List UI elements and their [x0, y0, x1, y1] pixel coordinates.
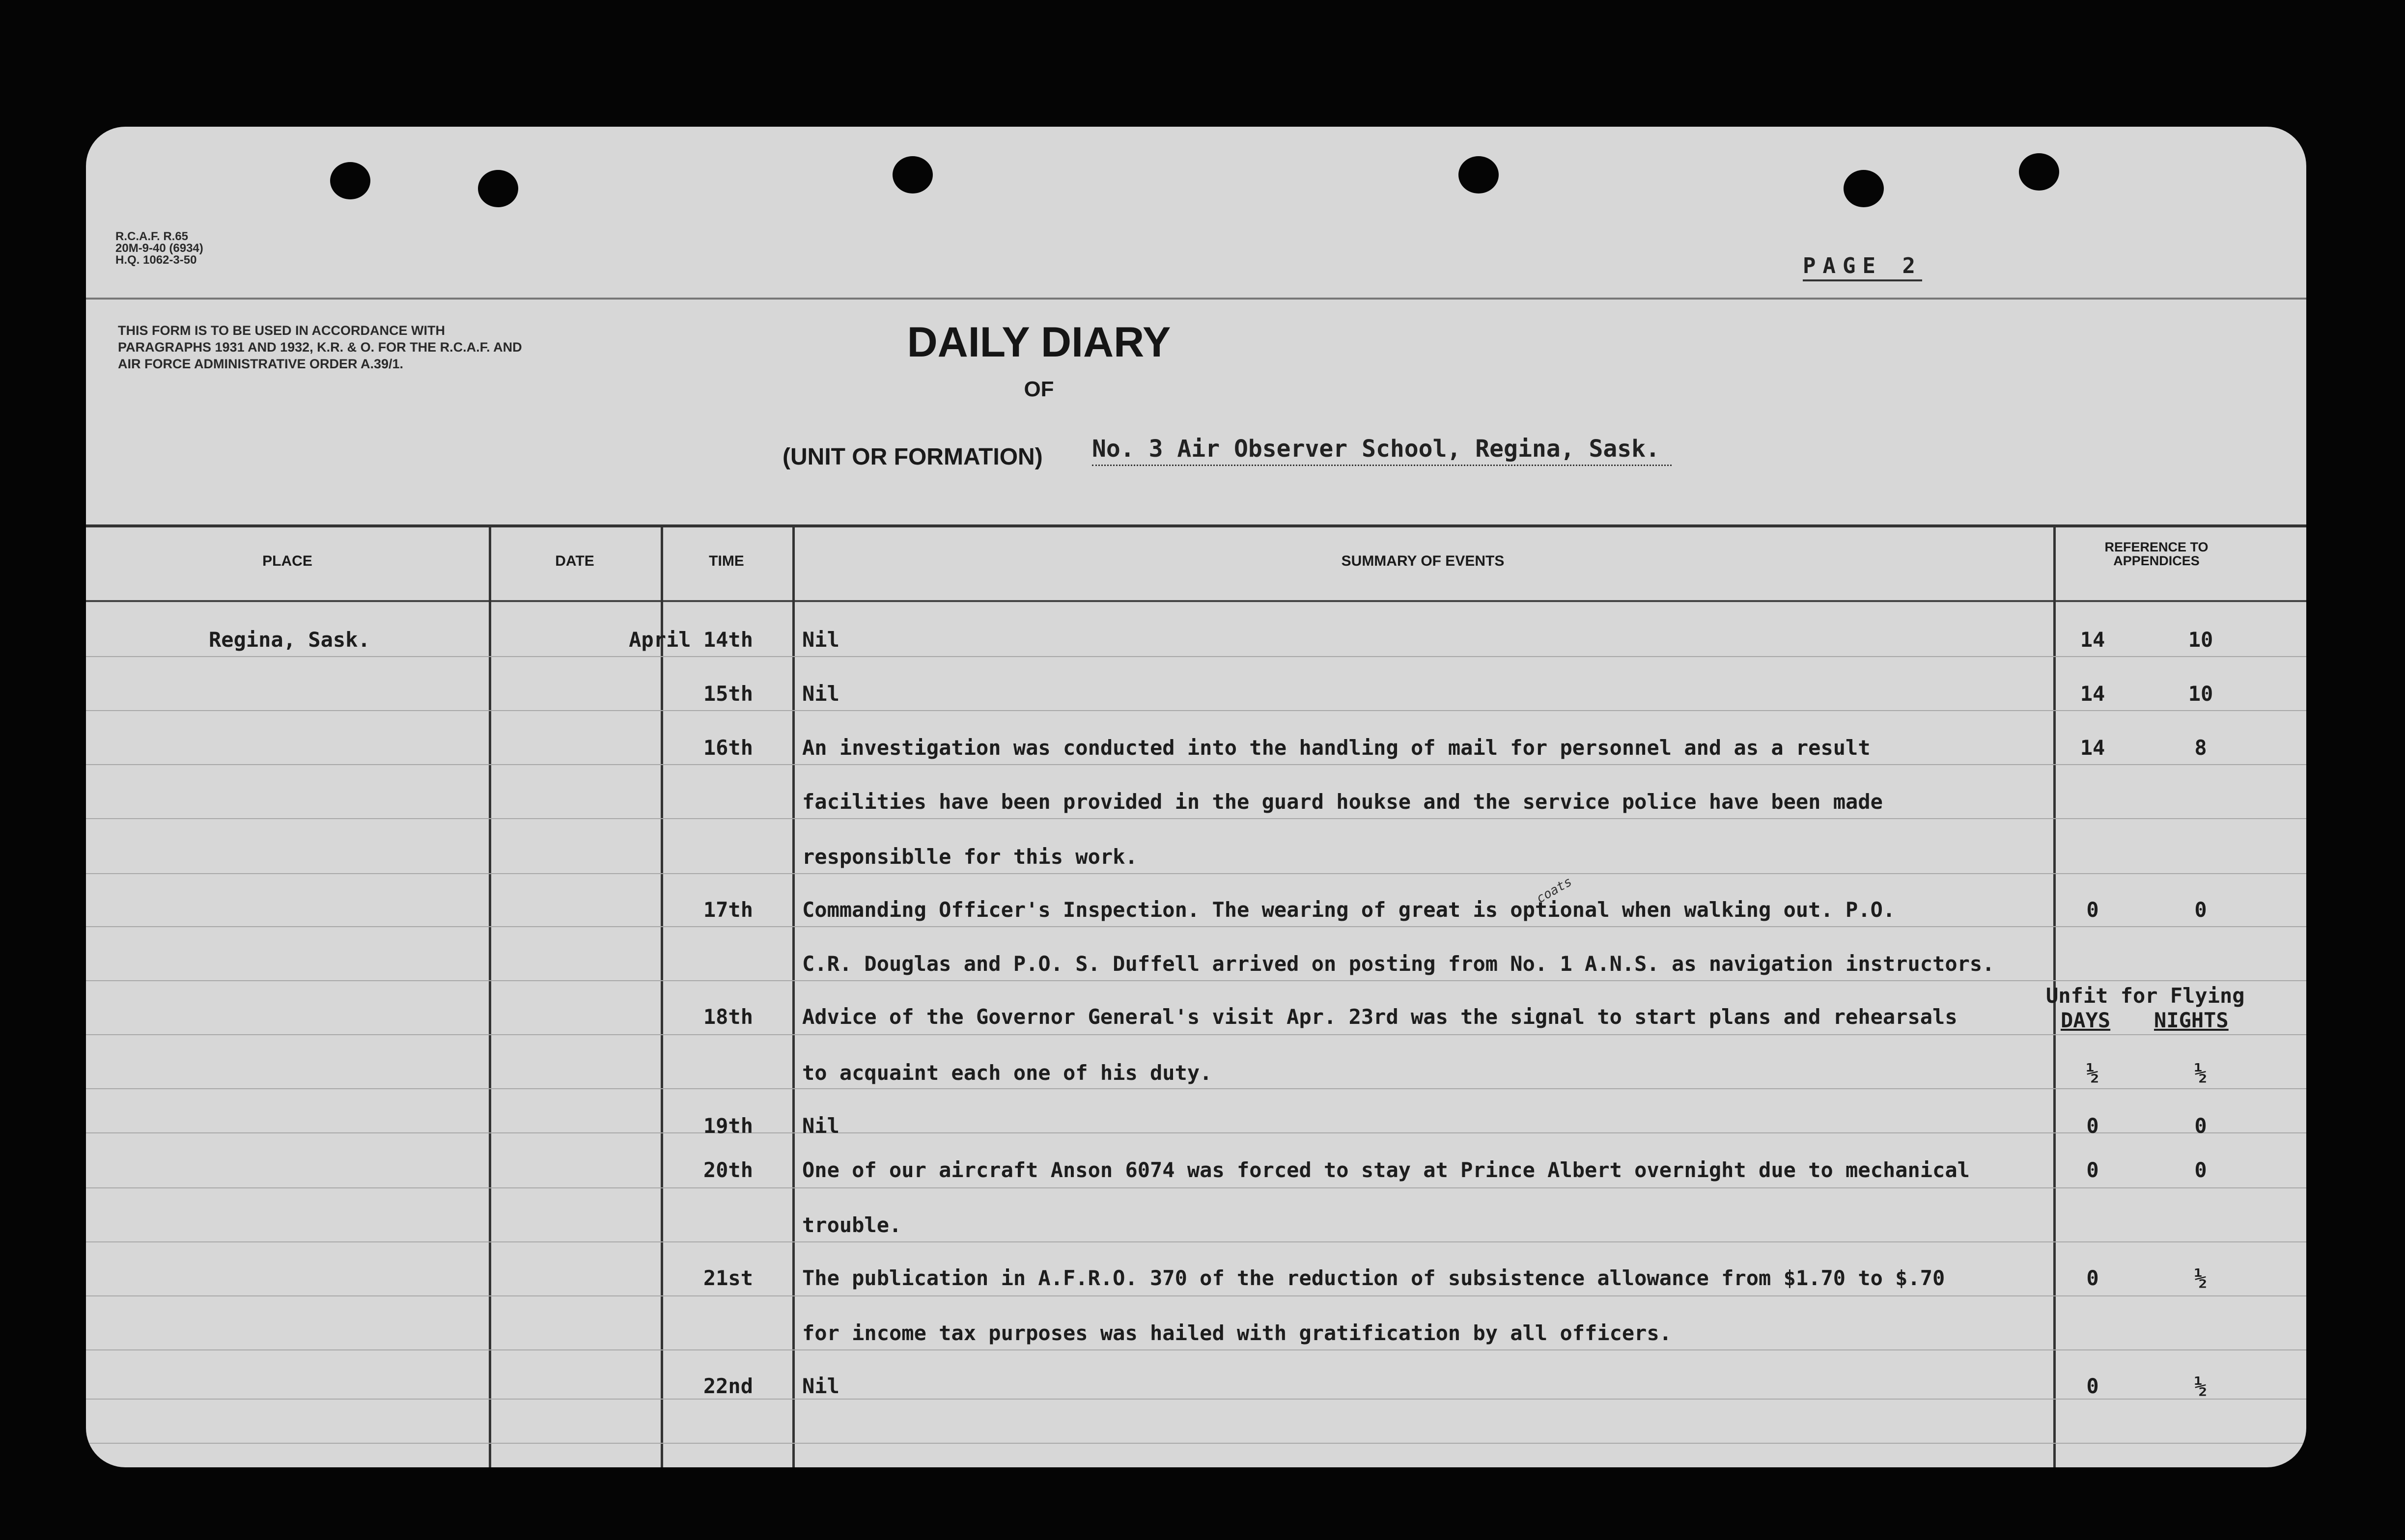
- entry-summary: Nil: [802, 628, 839, 652]
- table-top-border: [86, 524, 2306, 527]
- entry-summary: trouble.: [802, 1213, 902, 1237]
- entry-reference-b: 8: [2194, 736, 2207, 760]
- entry-reference-a: 14: [2080, 736, 2105, 760]
- unit-value: No. 3 Air Observer School, Regina, Sask.: [1092, 435, 1672, 466]
- ruled-line: [86, 1187, 2306, 1188]
- entry-reference-b: 10: [2188, 682, 2213, 706]
- entry-reference-b: 0: [2194, 898, 2207, 922]
- entry-summary: facilities have been provided in the guard houkse and the service police have been made: [802, 790, 1883, 814]
- ruled-line: [86, 1034, 2306, 1035]
- punch-hole: [330, 162, 370, 199]
- punch-hole: [1844, 170, 1884, 207]
- entry-reference-a: ½: [2086, 1061, 2099, 1085]
- page-number: PAGE 2: [1803, 253, 1922, 281]
- entry-reference-b: 0: [2194, 1114, 2207, 1138]
- form-code-line: 20M-9-40 (6934): [115, 242, 203, 255]
- entry-summary: Nil: [802, 1114, 839, 1138]
- entry-reference-b: ½: [2194, 1266, 2207, 1290]
- form-code: [115, 231, 203, 266]
- diary-row: [86, 1321, 2306, 1350]
- unfit-for-flying-header: Unfit for Flying: [2046, 984, 2245, 1008]
- entry-summary: An investigation was conducted into the handling of mail for personnel and as a result: [802, 736, 1871, 760]
- header-divider: [86, 298, 2306, 300]
- handwritten-annotation: coats: [1534, 874, 1575, 907]
- entry-reference-b: 0: [2194, 1158, 2207, 1182]
- entry-summary: to acquaint each one of his duty.: [802, 1061, 1212, 1085]
- entry-date: 19th: [703, 1114, 753, 1138]
- ruled-line: [86, 1295, 2306, 1296]
- entry-date: 20th: [703, 1158, 753, 1182]
- entry-reference-a: 0: [2086, 1374, 2099, 1398]
- entry-date: April 14th: [629, 628, 753, 652]
- entry-reference-b: ½: [2194, 1374, 2207, 1398]
- diary-row: [86, 682, 2306, 711]
- diary-row: [86, 736, 2306, 765]
- diary-row: [86, 1213, 2306, 1242]
- diary-row: [86, 628, 2306, 657]
- punch-hole: [1458, 156, 1499, 193]
- diary-row: [86, 1114, 2306, 1143]
- entry-reference-a: 0: [2086, 1266, 2099, 1290]
- diary-row: [86, 845, 2306, 874]
- entry-reference-b: 10: [2188, 628, 2213, 652]
- diary-row: [86, 1158, 2306, 1187]
- unfit-nights-header: NIGHTS: [2154, 1008, 2229, 1032]
- entry-date: 16th: [703, 736, 753, 760]
- diary-row: [86, 1266, 2306, 1295]
- form-instructions: THIS FORM IS TO BE USED IN ACCORDANCE WITH PARAGRAPHS 1931 AND 1932, K.R. & O. FOR THE R.C.A.F. AND AIR FORCE ADMINISTRATIVE ORDER A.39/1.: [118, 323, 522, 371]
- column-header-place: PLACE: [262, 553, 312, 569]
- title-of: OF: [1024, 377, 1054, 401]
- entry-summary: Nil: [802, 1374, 839, 1398]
- column-header-reference: REFERENCE TO APPENDICES: [2104, 540, 2209, 568]
- diary-row: [86, 790, 2306, 819]
- entry-summary: for income tax purposes was hailed with gratification by all officers.: [802, 1321, 1672, 1345]
- entry-summary: C.R. Douglas and P.O. S. Duffell arrived on posting from No. 1 A.N.S. as navigation instructors.: [802, 952, 1995, 976]
- entry-summary: responsiblle for this work.: [802, 845, 1138, 869]
- diary-row: [86, 1374, 2306, 1403]
- entry-date: 15th: [703, 682, 753, 706]
- form-code-line: H.Q. 1062-3-50: [115, 253, 197, 267]
- entry-reference-b: ½: [2194, 1061, 2207, 1085]
- form-code-line: R.C.A.F. R.65: [115, 230, 189, 243]
- diary-form-card: [86, 127, 2306, 1467]
- diary-row: [86, 1005, 2306, 1034]
- entry-place: Regina, Sask.: [209, 628, 370, 652]
- diary-row: [86, 898, 2306, 927]
- entry-summary: Advice of the Governor General's visit Apr. 23rd was the signal to start plans and rehearsals: [802, 1005, 1958, 1029]
- entry-reference-a: 0: [2086, 1158, 2099, 1182]
- punch-hole: [478, 170, 518, 207]
- ruled-line: [86, 1443, 2306, 1444]
- column-header-summary: SUMMARY OF EVENTS: [1341, 553, 1505, 569]
- entry-summary: The publication in A.F.R.O. 370 of the reduction of subsistence allowance from $1.70 to $.70: [802, 1266, 1945, 1290]
- entry-reference-a: 0: [2086, 898, 2099, 922]
- entry-summary: Commanding Officer's Inspection. The wearing of great is optional when walking out. P.O.: [802, 898, 1896, 922]
- table-header-divider: [86, 600, 2306, 602]
- column-header-date: DATE: [555, 553, 594, 569]
- entry-reference-a: 14: [2080, 628, 2105, 652]
- entry-date: 21st: [703, 1266, 753, 1290]
- entry-reference-a: 0: [2086, 1114, 2099, 1138]
- entry-date: 22nd: [703, 1374, 753, 1398]
- diary-row: [86, 1061, 2306, 1090]
- unit-label: (UNIT OR FORMATION): [783, 444, 1043, 470]
- unfit-days-header: DAYS: [2061, 1008, 2111, 1032]
- punch-hole: [893, 156, 933, 193]
- entry-summary: Nil: [802, 682, 839, 706]
- punch-hole: [2019, 153, 2059, 191]
- page-title: DAILY DIARY: [907, 319, 1171, 366]
- entry-date: 17th: [703, 898, 753, 922]
- diary-row: [86, 952, 2306, 981]
- column-header-time: TIME: [709, 553, 744, 569]
- entry-date: 18th: [703, 1005, 753, 1029]
- entry-reference-a: 14: [2080, 682, 2105, 706]
- entry-summary: One of our aircraft Anson 6074 was forced to stay at Prince Albert overnight due to mechanical: [802, 1158, 1970, 1182]
